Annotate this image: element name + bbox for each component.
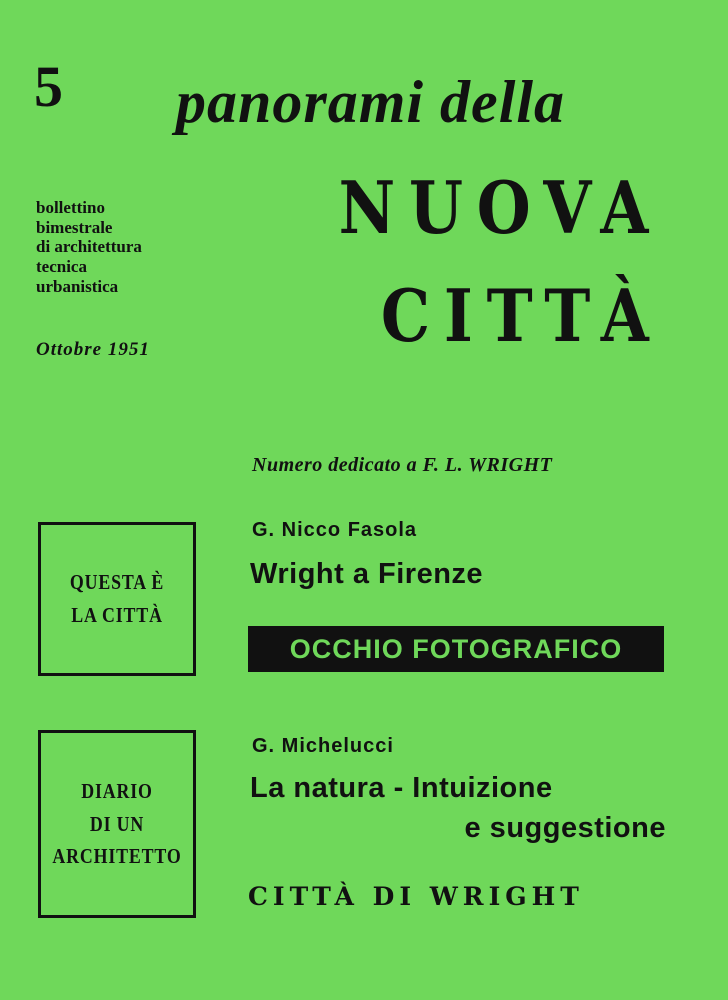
publication-subtitle bbox=[36, 198, 142, 297]
masthead-line-2: NUOVA bbox=[338, 165, 662, 250]
issue-date: Ottobre 1951 bbox=[36, 339, 150, 360]
section-banner: OCCHIO FOTOGRAFICO bbox=[248, 626, 664, 672]
masthead-line-3: CITTÀ bbox=[380, 273, 662, 358]
subtitle-line: di architettura bbox=[36, 237, 142, 257]
dedication: Numero dedicato a F. L. WRIGHT bbox=[252, 454, 553, 476]
issue-number: 5 bbox=[34, 54, 63, 119]
box-line: DI UN bbox=[89, 811, 145, 836]
subtitle-line: urbanistica bbox=[36, 276, 119, 296]
article-title-line-1: La natura - Intuizione bbox=[250, 772, 553, 804]
article-title: Wright a Firenze bbox=[250, 558, 484, 590]
masthead-line-1: panorami della bbox=[176, 69, 566, 135]
sidebar-box-diario-di-un-architetto bbox=[38, 730, 196, 918]
article-title-line-2: e suggestione bbox=[464, 812, 666, 844]
subtitle-line: tecnica bbox=[36, 257, 87, 277]
box-line: QUESTA È bbox=[69, 570, 165, 595]
box-line: DIARIO bbox=[81, 779, 153, 804]
subtitle-line: bollettino bbox=[36, 198, 105, 217]
article-author: G. Michelucci bbox=[252, 735, 394, 757]
box-line: ARCHITETTO bbox=[52, 844, 182, 869]
footer-feature: CITTÀ DI WRIGHT bbox=[248, 882, 584, 911]
subtitle-line: bimestrale bbox=[36, 217, 113, 237]
article-author: G. Nicco Fasola bbox=[252, 519, 418, 541]
box-line: LA CITTÀ bbox=[71, 603, 163, 627]
sidebar-box-questa-e-la-citta bbox=[38, 522, 196, 676]
